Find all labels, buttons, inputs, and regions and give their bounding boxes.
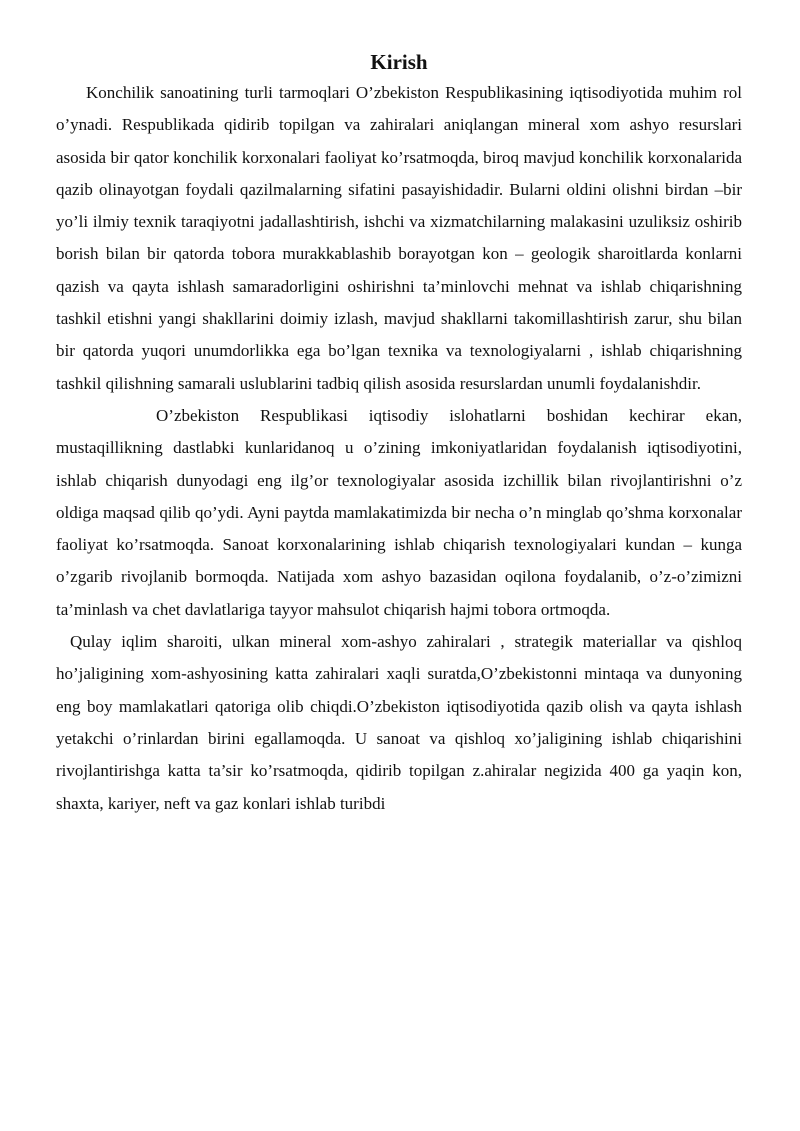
paragraph-2: O’zbekiston Respublikasi iqtisodiy islohatlarni boshidan kechirar ekan, mustaqillikning dastlabki kunlaridanoq u o’zining imkoniyatlaridan foydalanish iqtisodiyotini, ishlab chiqarish dunyodagi eng ilg’or texnologiyalar asosida izchillik bilan rivojlantirishni o’z oldiga maqsad qilib qo’ydi. Ayni paytda mamlakatimizda bir necha o’n minglab qo’shma korxonalar faoliyat ko’rsatmoqda. Sanoat korxonalarining ishlab chiqarish texnologiyalari kundan – kunga o’zgarib rivojlanib bormoqda. Natijada xom ashyo bazasidan oqilona foydalanib, o’z-o’zimizni ta’minlash va chet davlatlariga tayyor mahsulot chiqarish hajmi tobora ortmoqda.: [56, 405, 742, 619]
document-page: [56, 48, 742, 820]
paragraph-1: Konchilik sanoatining turli tarmoqlari O’zbekiston Respublikasining iqtisodiyotida muhim rol o’ynadi. Respublikada qidirib topilgan va zahiralari aniqlangan mineral xom ashyo resurslari asosida bir qator konchilik korxonalari faoliyat ko’rsatmoqda, biroq mavjud konchilik korxonalarida qazib olinayotgan foydali qazilmalarning sifatini pasayishidadir. Bularni oldini olishni birdan –bir yo’li ilmiy texnik taraqiyotni jadallashtirish, ishchi va xizmatchilarning malakasini uzuliksiz oshirib borish bilan bir qatorda tobora murakkablashib borayotgan kon – geologik sharoitlarda konlarni qazish va qayta ishlash samaradorligini oshirishni ta’minlovchi mehnat va ishlab chiqarishning tashkil etishni yangi shakllarini doimiy izlash, mavjud shakllarni takomillashtirish zarur, shu bilan bir qatorda yuqori unumdorlikka ega bo’lgan texnika va texnologiyalarni , ishlab chiqarishning tashkil qilishning samarali uslublarini tadbiq qilish asosida resurslardan unumli foydalanishdir.: [56, 83, 742, 393]
document-title: Kirish: [370, 50, 428, 74]
paragraph-3: Qulay iqlim sharoiti, ulkan mineral xom-ashyo zahiralari , strategik materiallar va qishloq ho’jaligining xom-ashyosining katta zahiralari xaqli suratda,O’zbekistonni mintaqa va dunyoning eng boy mamlakatlari qatoriga olib chiqdi.O’zbekiston iqtisodiyotida qazib olish va qayta ishlash yetakchi o’rinlardan birini egallamoqda. U sanoat va qishloq xo’jaligining ishlab chiqarishini rivojlantirishga katta ta’sir ko’rsatmoqda, qidirib topilgan z.ahiralar negizida 400 ga yaqin kon, shaxta, kariyer, neft va gaz konlari ishlab turibdi: [56, 632, 742, 813]
